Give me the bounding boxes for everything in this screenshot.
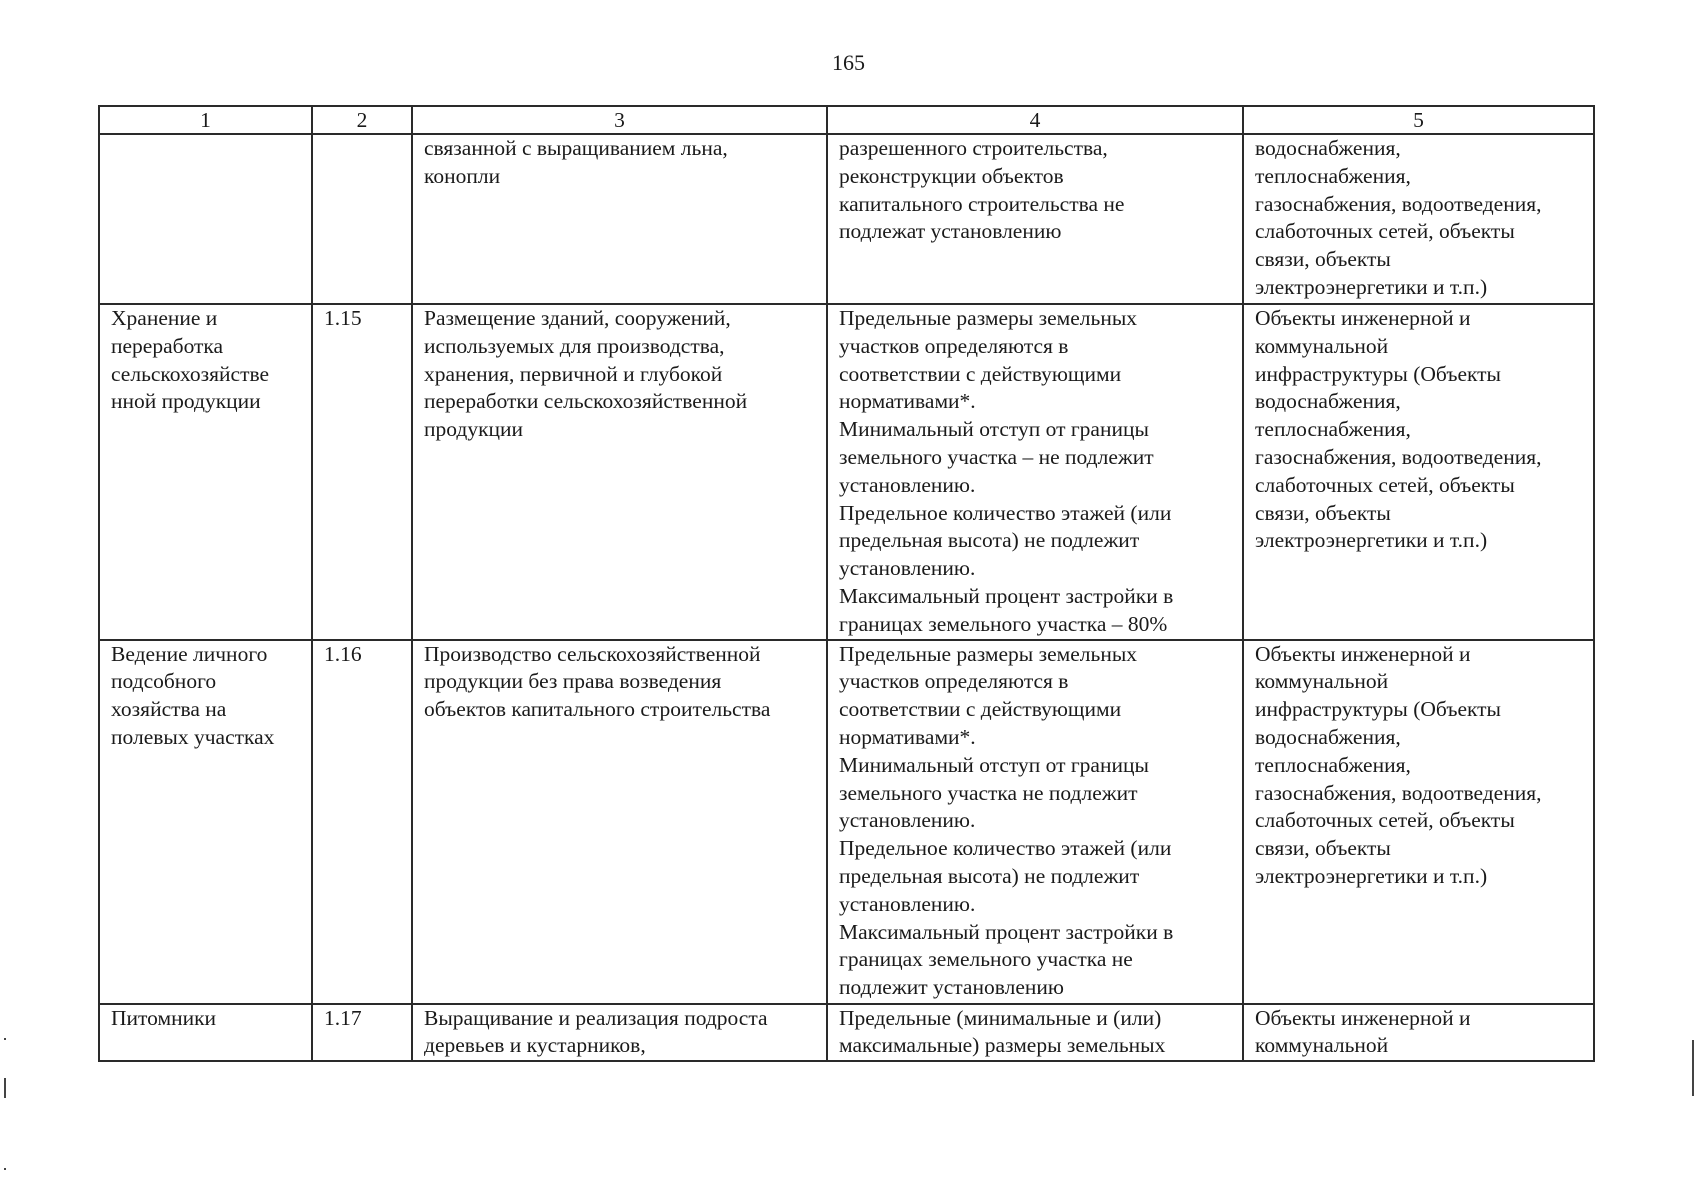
cell-text-line: теплоснабжения, [1255,752,1411,777]
cell-text-line: коммунальной [1255,333,1389,358]
cell-text-line: конопли [424,163,501,188]
table-row [99,1004,1594,1062]
cell-text-line: земельного участка не подлежит [839,780,1138,805]
cell-text-line: Размещение зданий, сооружений, [424,306,731,330]
cell-text-line: подлежат установлению [839,219,1062,244]
cell-text-line: Максимальный процент застройки в [839,919,1174,944]
description-cell [412,640,827,1004]
use-name-cell [99,640,312,1004]
cell-text-line: полевых участках [111,724,275,749]
cell-text-line: переработки сельскохозяйственной [424,389,748,414]
cell-text-line: водоснабжения, [1255,389,1401,414]
auxiliary-use-cell [1243,1004,1594,1062]
description-cell [412,134,827,304]
cell-text-line: газоснабжения, водоотведения, [1255,780,1542,805]
header-col-4: 4 [827,106,1243,134]
cell-text-line: Производство сельскохозяйственной [424,641,761,666]
cell-text-line: максимальные) размеры земельных [839,1033,1166,1058]
auxiliary-use-cell [1243,304,1594,640]
cell-text-line: хранения, первичной и глубокой [424,361,723,386]
cell-text-line: нормативами*. [839,724,976,749]
cell-text-line: Максимальный процент застройки в [839,583,1174,608]
parameters-cell [827,134,1243,304]
cell-text-line: Объекты инженерной и [1255,1005,1471,1030]
cell-text-line: Предельные (минимальные и (или) [839,1005,1162,1030]
cell-text-line: границах земельного участка не [839,947,1133,972]
cell-text-line: связи, объекты [1255,500,1391,525]
use-code-cell: 1.16 [312,640,412,1004]
cell-text-line: инфраструктуры (Объекты [1255,361,1502,386]
cell-text-line: продукции [424,417,524,442]
cell-text-line: связи, объекты [1255,836,1391,861]
cell-text-line: электроэнергетики и т.п.) [1255,863,1488,888]
cell-text-line: Предельные размеры земельных [839,641,1138,666]
parameters-cell [827,304,1243,640]
header-col-5: 5 [1243,106,1594,134]
cell-text-line: земельного участка – не подлежит [839,444,1154,469]
cell-text-line: электроэнергетики и т.п.) [1255,528,1488,553]
cell-text-line: слаботочных сетей, объекты [1255,219,1515,244]
cell-text-line: связи, объекты [1255,247,1391,272]
table-row [99,134,1594,304]
cell-text-line: Питомники [111,1005,217,1030]
cell-text-line: установлению. [839,891,976,916]
cell-text-line: водоснабжения, [1255,136,1401,160]
cell-text-line: предельная высота) не подлежит [839,528,1140,553]
margin-mark-left [4,1168,6,1170]
cell-text-line: Выращивание и реализация подроста [424,1005,768,1030]
header-col-1: 1 [99,106,312,134]
description-cell [412,304,827,640]
cell-text-line: разрешенного строительства, [839,136,1108,160]
table-body [99,134,1594,1061]
use-name-cell [99,134,312,304]
table-header-row [99,106,1594,134]
cell-text-line: теплоснабжения, [1255,163,1411,188]
cell-text-line: деревьев и кустарников, [424,1033,646,1058]
cell-text-line: электроэнергетики и т.п.) [1255,274,1488,299]
auxiliary-use-cell [1243,640,1594,1004]
cell-text-line: слаботочных сетей, объекты [1255,808,1515,833]
cell-text-line: Хранение и [111,306,218,330]
use-name-cell [99,1004,312,1062]
cell-text-line: газоснабжения, водоотведения, [1255,191,1542,216]
cell-text-line: установлению. [839,472,976,497]
cell-text-line: связанной с выращиванием льна, [424,136,728,160]
cell-text-line: Ведение личного [111,641,268,666]
cell-text-line: соответствии с действующими [839,697,1122,722]
cell-text-line: реконструкции объектов [839,163,1064,188]
margin-mark-left [4,1078,6,1098]
header-col-2: 2 [312,106,412,134]
cell-text-line: Предельное количество этажей (или [839,500,1172,525]
table-row [99,640,1594,1004]
cell-text-line: Минимальный отступ от границы [839,417,1149,442]
parameters-cell [827,640,1243,1004]
cell-text-line: подлежит установлению [839,975,1064,1000]
margin-mark-left [4,1038,6,1040]
cell-text-line: водоснабжения, [1255,724,1401,749]
cell-text-line: участков определяются в [839,333,1069,358]
cell-text-line: используемых для производства, [424,333,725,358]
cell-text-line: нной продукции [111,389,261,414]
cell-text-line: сельскохозяйстве [111,361,270,386]
cell-text-line: коммунальной [1255,669,1389,694]
cell-text-line: Объекты инженерной и [1255,306,1471,330]
cell-text-line: капитального строительства не [839,191,1125,216]
cell-text-line: участков определяются в [839,669,1069,694]
cell-text-line: соответствии с действующими [839,361,1122,386]
parameters-cell [827,1004,1243,1062]
cell-text-line: инфраструктуры (Объекты [1255,697,1502,722]
margin-mark-right [1692,1040,1694,1096]
cell-text-line: нормативами*. [839,389,976,414]
cell-text-line: установлению. [839,808,976,833]
description-cell [412,1004,827,1062]
cell-text-line: газоснабжения, водоотведения, [1255,444,1542,469]
cell-text-line: подсобного [111,669,217,694]
use-code-cell: 1.15 [312,304,412,640]
use-code-cell: 1.17 [312,1004,412,1062]
use-name-cell [99,304,312,640]
use-code-cell [312,134,412,304]
auxiliary-use-cell [1243,134,1594,304]
cell-text-line: Минимальный отступ от границы [839,752,1149,777]
cell-text-line: Предельные размеры земельных [839,306,1138,330]
cell-text-line: объектов капитального строительства [424,697,771,722]
table-row [99,304,1594,640]
cell-text-line: слаботочных сетей, объекты [1255,472,1515,497]
header-col-3: 3 [412,106,827,134]
cell-text-line: переработка [111,333,224,358]
cell-text-line: теплоснабжения, [1255,417,1411,442]
cell-text-line: границах земельного участка – 80% [839,611,1168,636]
cell-text-line: предельная высота) не подлежит [839,863,1140,888]
cell-text-line: коммунальной [1255,1033,1389,1058]
regulations-table [98,105,1595,1062]
cell-text-line: Предельное количество этажей (или [839,836,1172,861]
cell-text-line: продукции без права возведения [424,669,722,694]
cell-text-line: Объекты инженерной и [1255,641,1471,666]
cell-text-line: установлению. [839,556,976,581]
page-number: 165 [832,50,865,75]
cell-text-line: хозяйства на [111,697,227,722]
